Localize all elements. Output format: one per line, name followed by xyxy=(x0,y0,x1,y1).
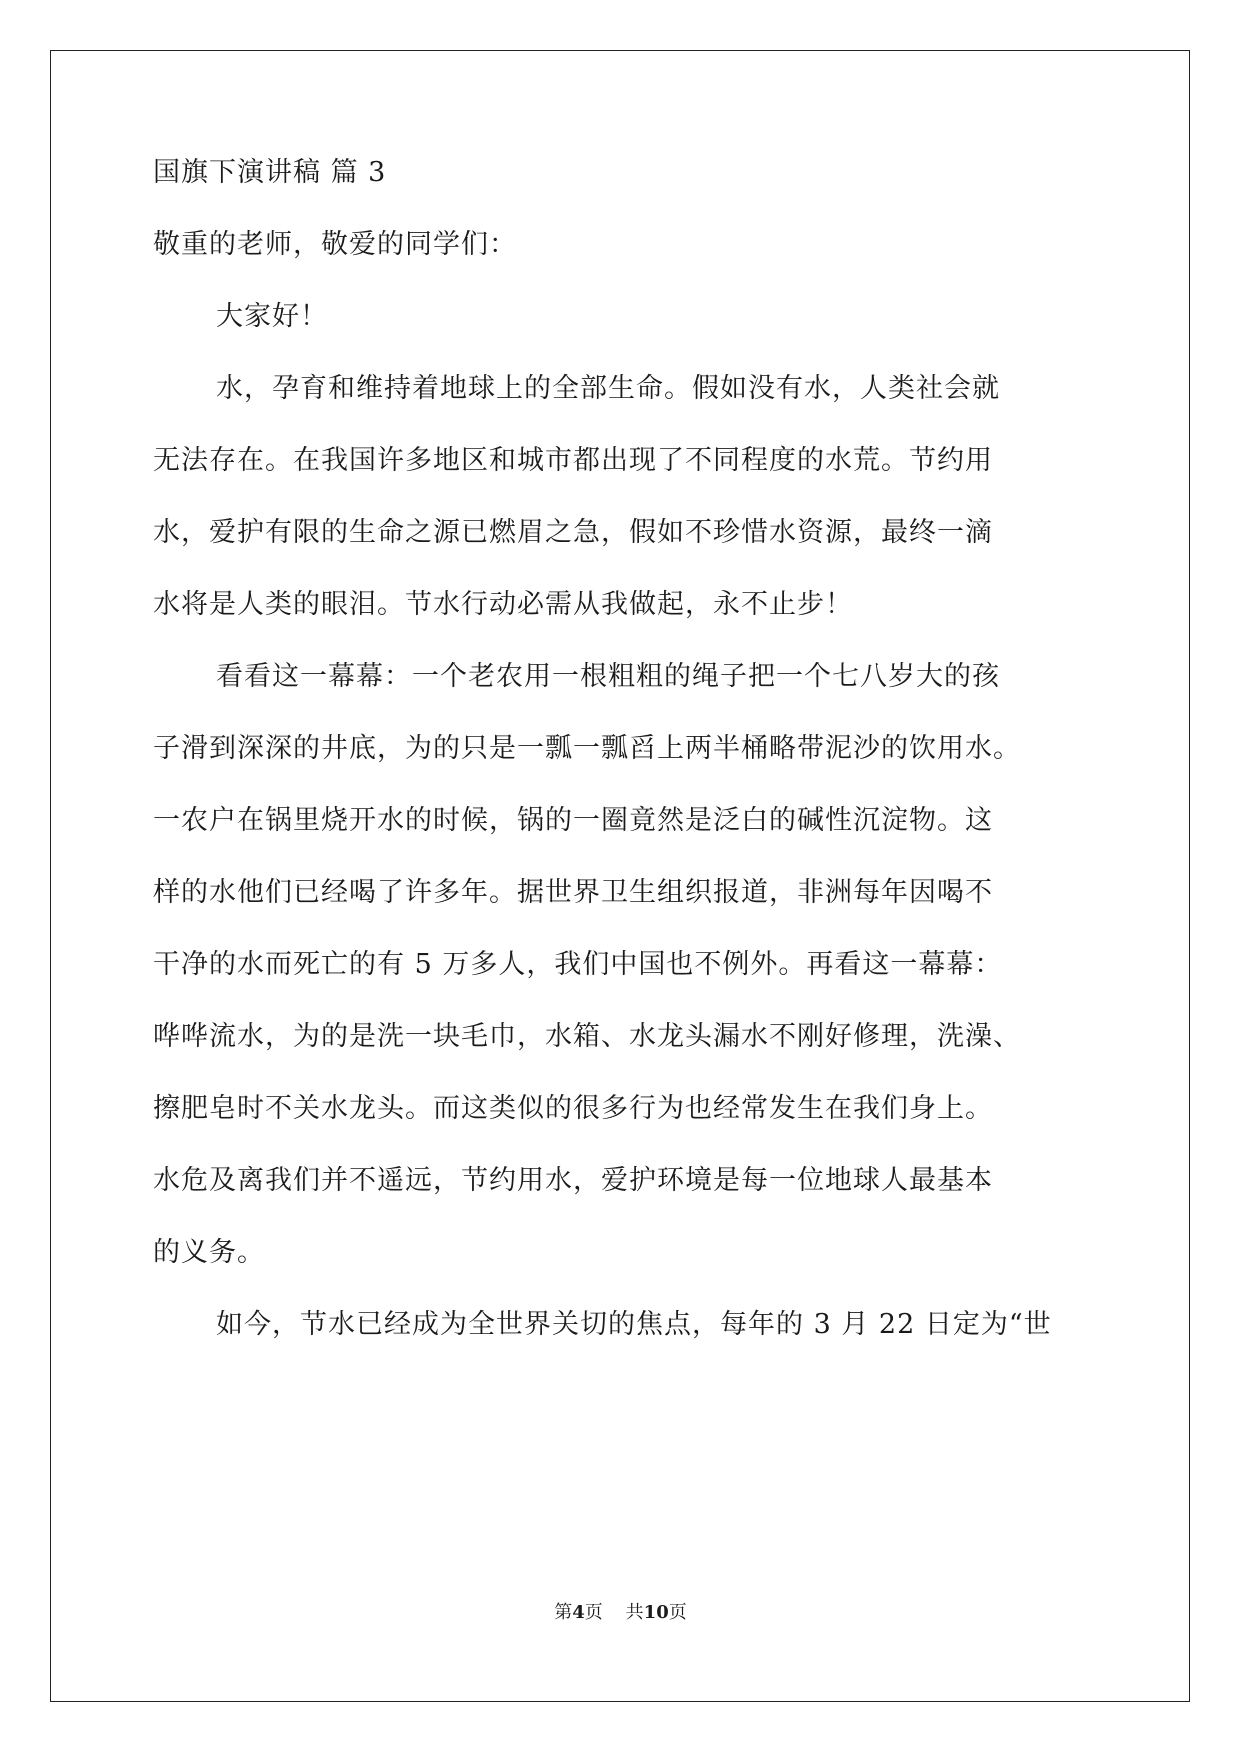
paragraph-line: 子滑到深深的井底，为的只是一瓢一瓢舀上两半桶略带泥沙的饮用水。 xyxy=(153,733,1021,764)
paragraph-line: 干净的水而死亡的有 5 万多人，我们中国也不例外。再看这一幕幕： xyxy=(153,949,1003,980)
paragraph-line: 如今，节水已经成为全世界关切的焦点，每年的 3 月 22 日定为“世 xyxy=(216,1309,1052,1340)
paragraph-line: 无法存在。在我国许多地区和城市都出现了不同程度的水荒。节约用 xyxy=(153,445,993,476)
paragraph-line: 样的水他们已经喝了许多年。据世界卫生组织报道，非洲每年因喝不 xyxy=(153,877,993,908)
page-prefix: 第 xyxy=(554,1602,573,1623)
paragraph-line: 水危及离我们并不遥远，节约用水，爱护环境是每一位地球人最基本 xyxy=(153,1165,993,1196)
page-total: 10 xyxy=(643,1602,669,1623)
salutation: 敬重的老师，敬爱的同学们： xyxy=(153,229,517,260)
page-mid: 页 共 xyxy=(584,1602,644,1623)
paragraph-line: 看看这一幕幕：一个老农用一根粗粗的绳子把一个七八岁大的孩 xyxy=(216,661,1000,692)
paragraph-line: 擦肥皂时不关水龙头。而这类似的很多行为也经常发生在我们身上。 xyxy=(153,1093,993,1124)
paragraph-line: 一农户在锅里烧开水的时候，锅的一圈竟然是泛白的碱性沉淀物。这 xyxy=(153,805,993,836)
paragraph-line: 的义务。 xyxy=(153,1237,265,1268)
paragraph-line: 哗哗流水，为的是洗一块毛巾，水箱、水龙头漏水不刚好修理，洗澡、 xyxy=(153,1021,1021,1052)
page-current: 4 xyxy=(572,1602,585,1623)
paragraph-line: 水，爱护有限的生命之源已燃眉之急，假如不珍惜水资源，最终一滴 xyxy=(153,517,993,548)
section-title: 国旗下演讲稿 篇 3 xyxy=(153,157,387,188)
paragraph-line: 水将是人类的眼泪。节水行动必需从我做起，永不止步！ xyxy=(153,589,853,620)
paragraph-line: 水，孕育和维持着地球上的全部生命。假如没有水，人类社会就 xyxy=(216,373,1000,404)
greeting: 大家好！ xyxy=(216,301,328,332)
page-suffix: 页 xyxy=(668,1602,687,1623)
page-number-footer xyxy=(0,1601,1241,1625)
